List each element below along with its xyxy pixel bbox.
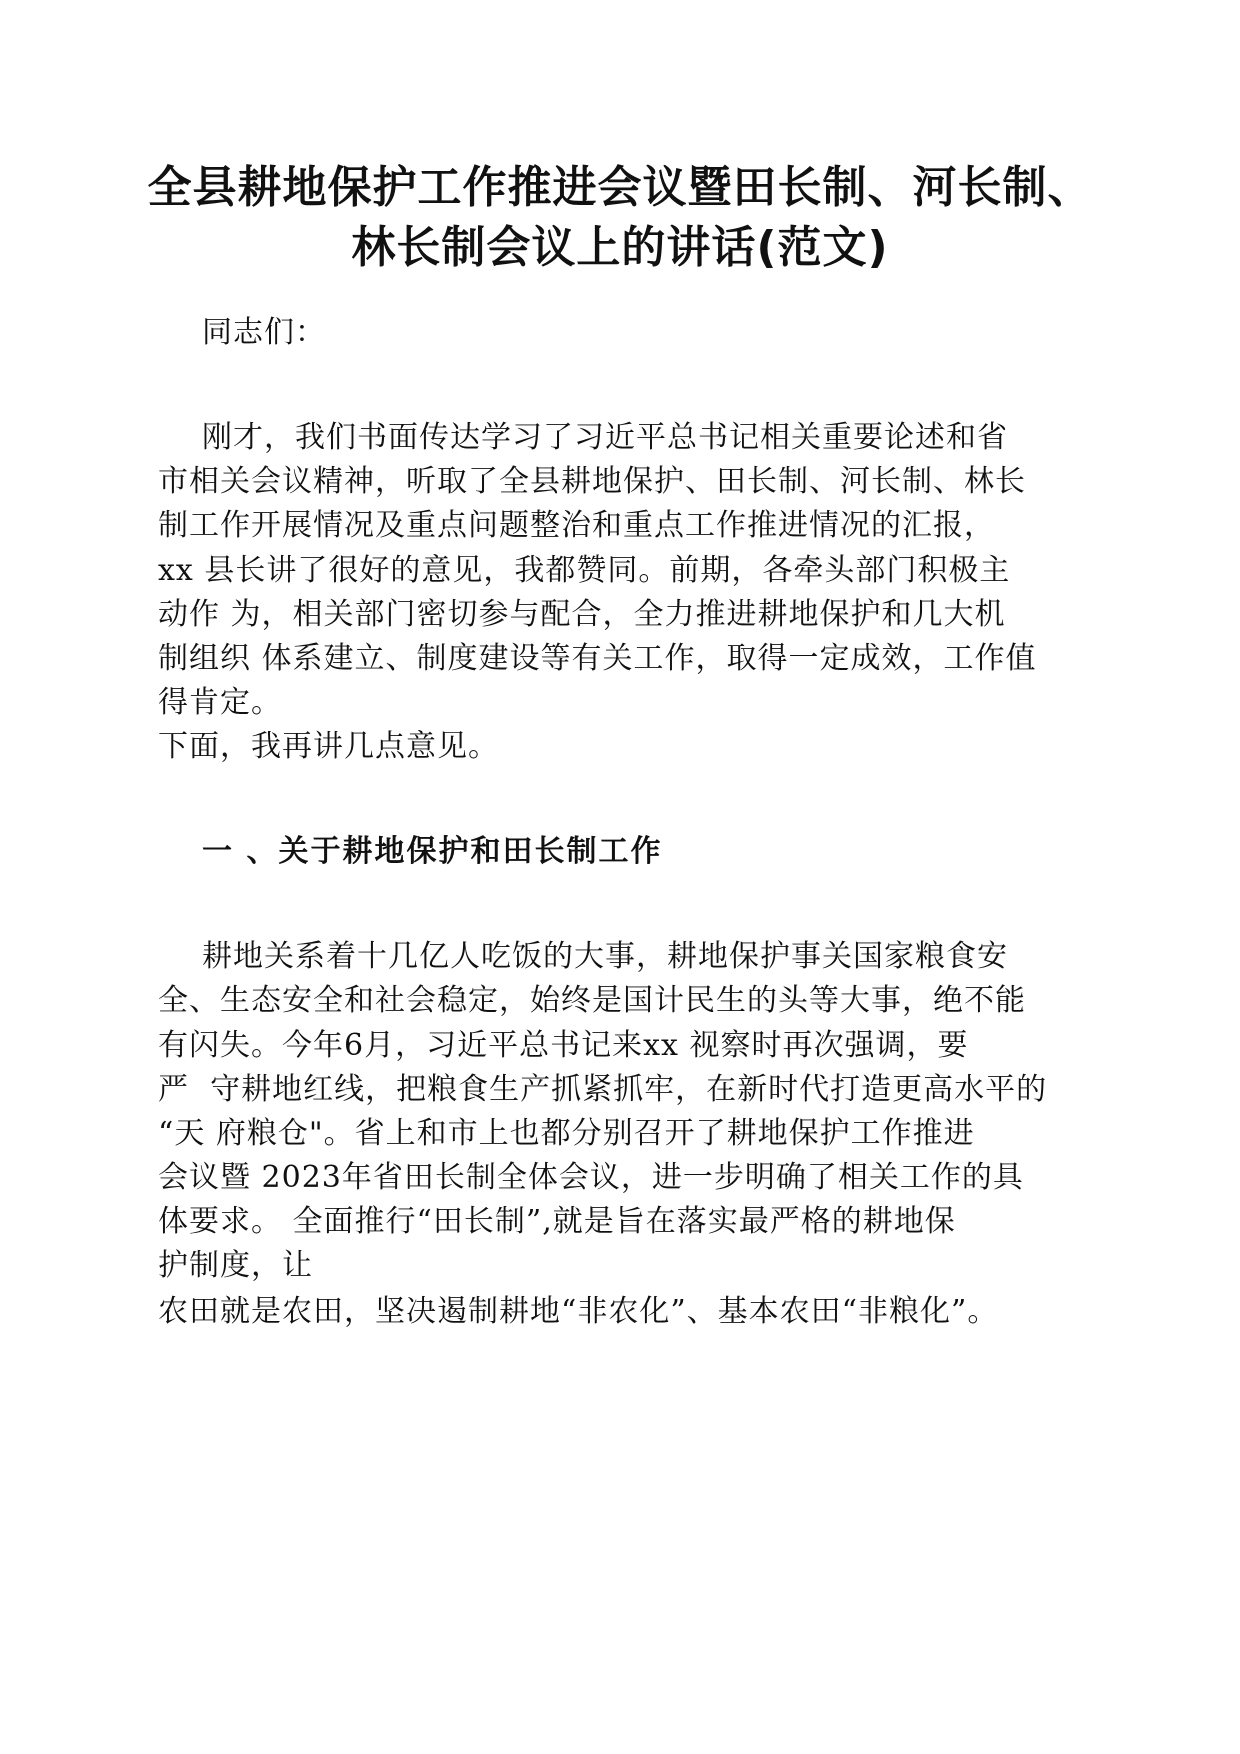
para2-line-5: “天 府粮仓"。省上和市上也都分别召开了耕地保护工作推进 bbox=[158, 1116, 975, 1151]
title-line-1: 全县耕地保护工作推进会议暨田长制、河长制、 bbox=[147, 162, 1093, 213]
title-line-2: 林长制会议上的讲话(范文) bbox=[351, 222, 889, 273]
para2-line-4: 严 守耕地红线，把粮食生产抓紧抓牢，在新时代打造更高水平的 bbox=[158, 1072, 1048, 1107]
para2-line-9: 农田就是农田，坚决遏制耕地“非农化”、基本农田“非粮化”。 bbox=[158, 1294, 999, 1329]
para1-line-5: 动作 为，相关部门密切参与配合，全力推进耕地保护和几大机 bbox=[158, 597, 1006, 632]
salutation: 同志们： bbox=[202, 315, 326, 350]
para1-line-6: 制组织 体系建立、制度建设等有关工作，取得一定成效，工作值 bbox=[158, 641, 1037, 676]
para1-line-4: xx 县长讲了很好的意见，我都赞同。前期，各牵头部门积极主 bbox=[158, 553, 1011, 588]
para2-line-1: 耕地关系着十几亿人吃饭的大事，耕地保护事关国家粮食安 bbox=[202, 939, 1008, 974]
document-title bbox=[0, 158, 1240, 278]
para2-line-3: 有闪失。今年6月，习近平总书记来xx 视察时再次强调，要 bbox=[158, 1028, 969, 1063]
para1-line-1: 刚才，我们书面传达学习了习近平总书记相关重要论述和省 bbox=[202, 420, 1008, 455]
para2-line-7: 体要求。 全面推行“田长制”,就是旨在落实最严格的耕地保 bbox=[158, 1204, 956, 1239]
section-heading-1: 一 、关于耕地保护和田长制工作 bbox=[202, 834, 663, 869]
para1-line-7: 得肯定。 bbox=[158, 685, 282, 720]
para2-line-8: 护制度，让 bbox=[158, 1248, 313, 1283]
para2-line-6: 会议暨 2023年省田长制全体会议，进一步明确了相关工作的具 bbox=[158, 1160, 1024, 1195]
para1-line-3: 制工作开展情况及重点问题整治和重点工作推进情况的汇报， bbox=[158, 508, 995, 543]
para1-line-8: 下面，我再讲几点意见。 bbox=[158, 729, 499, 764]
para1-line-2: 市相关会议精神，听取了全县耕地保护、田长制、河长制、林长 bbox=[158, 464, 1026, 499]
para2-line-2: 全、生态安全和社会稳定，始终是国计民生的头等大事，绝不能 bbox=[158, 983, 1026, 1018]
